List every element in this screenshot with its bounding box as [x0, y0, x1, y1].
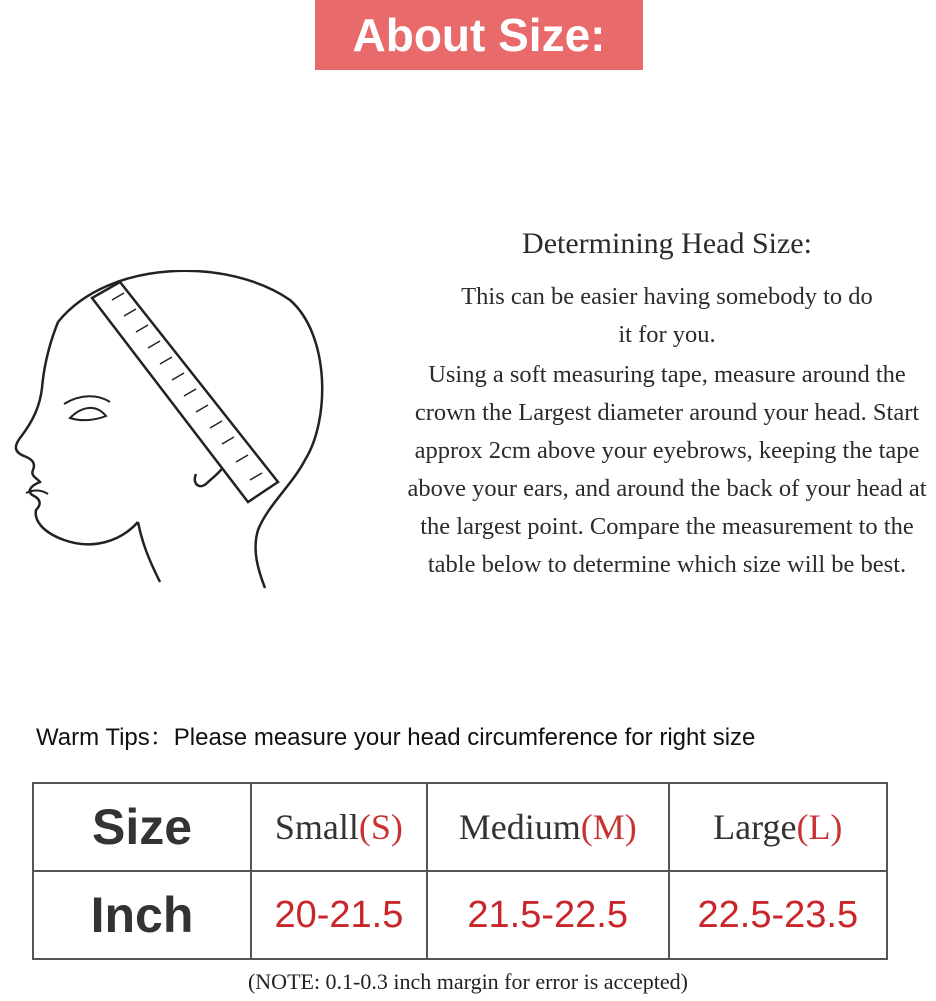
eye [70, 408, 106, 420]
size-large: Large(L) [669, 783, 887, 871]
about-size-banner: About Size: [315, 0, 643, 70]
size-row [33, 783, 887, 871]
inch-medium: 21.5-22.5 [427, 871, 669, 959]
neck-outline [138, 522, 160, 582]
inch-row-label: Inch [33, 871, 251, 959]
instructions-heading: Determining Head Size: [522, 227, 812, 260]
face-profile [16, 322, 138, 544]
inch-large: 22.5-23.5 [669, 871, 887, 959]
warm-tips: Warm Tips：Please measure your head circumference for right size [36, 724, 756, 751]
inch-small: 20-21.5 [251, 871, 427, 959]
error-margin-note: (NOTE: 0.1-0.3 inch margin for error is accepted) [247, 969, 689, 994]
head-outline [58, 271, 322, 588]
instructions-block [398, 222, 936, 584]
size-small: Small(S) [251, 783, 427, 871]
inch-row [33, 871, 887, 959]
size-table [32, 782, 888, 960]
size-medium: Medium(M) [427, 783, 669, 871]
measuring-tape [92, 282, 278, 502]
size-row-label: Size [33, 783, 251, 871]
head-measurement-illustration [0, 270, 330, 600]
instructions-paragraph-2: Using a soft measuring tape, measure around the crown the Largest diameter around your head. Start approx 2cm above your eyebrows, keeping the tape above your ears, and around the back of your head at the largest point. Compare the measurement to the table below to determine which size will be best. [407, 361, 927, 578]
instructions-paragraph-1: This can be easier having somebody to do it for you. [461, 283, 873, 348]
